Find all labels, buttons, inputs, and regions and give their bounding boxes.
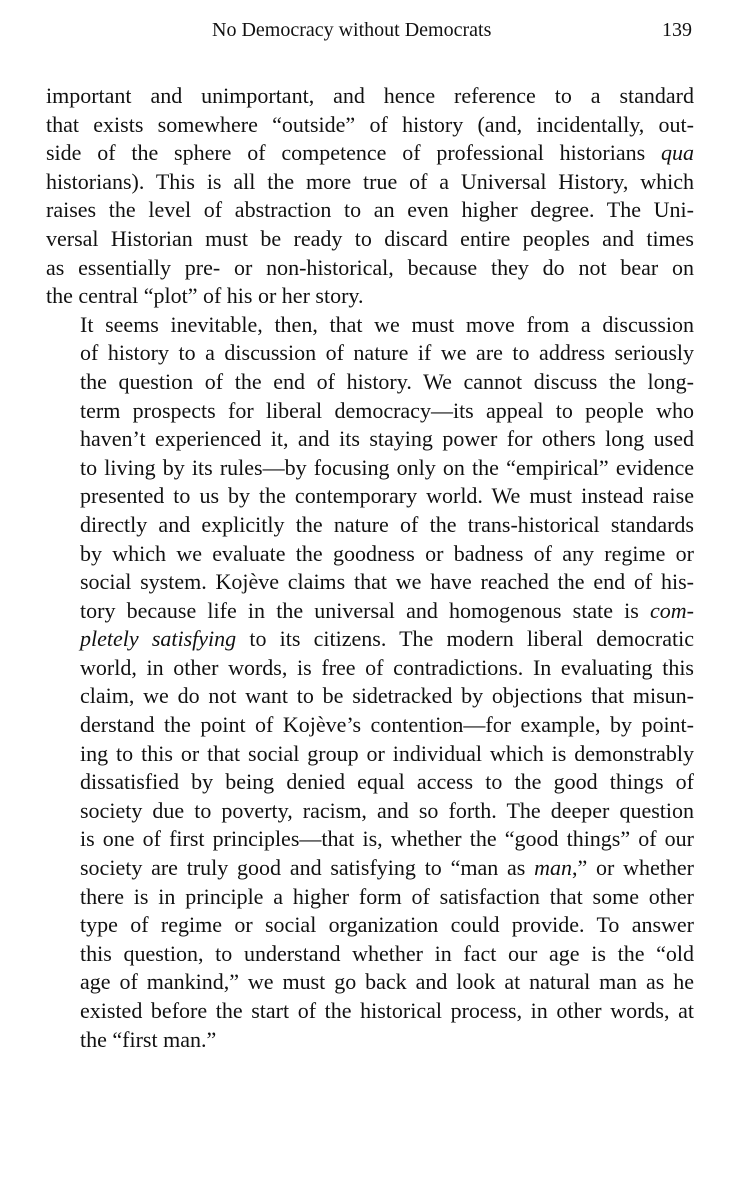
text-run: directly and explicitly the nature of the trans-historical standards bbox=[80, 511, 694, 537]
text-line bbox=[46, 797, 694, 826]
text-line bbox=[46, 339, 694, 368]
running-title: No Democracy without Democrats bbox=[212, 19, 492, 41]
text-run: existed before the start of the historical process, in other words, at bbox=[80, 998, 694, 1023]
text-run: versal Historian must be ready to discard entire peoples and times bbox=[46, 225, 694, 251]
text-run: world, in other words, is free of contradictions. In evaluating this bbox=[80, 654, 694, 680]
text-line bbox=[46, 911, 694, 940]
text-run: presented to us by the contemporary world. We must instead raise bbox=[80, 483, 694, 509]
text-line bbox=[46, 682, 694, 711]
text-line bbox=[46, 597, 694, 626]
text-run: to living by its rules—by focusing only on the “empirical” evidence bbox=[80, 454, 694, 480]
text-run: the central “plot” of his or her story. bbox=[46, 283, 364, 309]
text-run: that exists somewhere “outside” of history (and, incidentally, out- bbox=[46, 111, 694, 137]
text-run: dissatisfied by being denied equal access to the good things of bbox=[80, 769, 694, 795]
text-line bbox=[46, 968, 694, 997]
text-line bbox=[46, 883, 694, 912]
text-line bbox=[46, 482, 694, 511]
text-line bbox=[46, 1026, 694, 1055]
text-run: raises the level of abstraction to an even higher degree. The Uni- bbox=[46, 197, 694, 223]
text-line bbox=[46, 82, 694, 111]
text-run: is one of first principles—that is, whether the “good things” of our bbox=[80, 826, 694, 852]
text-run: historians). This is all the more true of a Universal History, which bbox=[46, 168, 694, 194]
text-run: side of the sphere of competence of professional historians bbox=[46, 140, 661, 166]
text-run: to its citizens. The modern liberal democratic bbox=[236, 626, 695, 652]
paragraph bbox=[46, 311, 694, 1054]
text-line bbox=[46, 854, 694, 883]
text-line bbox=[46, 196, 694, 225]
text-line bbox=[46, 511, 694, 540]
text-line bbox=[46, 768, 694, 797]
text-line bbox=[46, 311, 694, 340]
text-run: as essentially pre- or non-historical, because they do not bear on bbox=[46, 254, 694, 280]
text-line bbox=[46, 711, 694, 740]
italic-text: com- bbox=[650, 597, 694, 623]
text-line bbox=[46, 568, 694, 597]
text-line bbox=[46, 997, 694, 1026]
text-run: by which we evaluate the goodness or badness of any regime or bbox=[80, 540, 694, 566]
text-run: the “first man.” bbox=[80, 1026, 217, 1052]
text-run: age of mankind,” we must go back and look at natural man as he bbox=[80, 969, 694, 995]
text-run: this question, to understand whether in fact our age is the “old bbox=[80, 940, 694, 966]
italic-text: qua bbox=[661, 140, 694, 166]
text-line bbox=[46, 368, 694, 397]
text-run: haven’t experienced it, and its staying power for others long used bbox=[80, 426, 694, 452]
text-line bbox=[46, 139, 694, 168]
text-run: type of regime or social organization could provide. To answer bbox=[80, 912, 694, 938]
text-run: tory because life in the universal and homogenous state is bbox=[80, 597, 651, 623]
text-line bbox=[46, 397, 694, 426]
text-run: the question of the end of history. We cannot discuss the long- bbox=[80, 368, 694, 394]
text-line bbox=[46, 540, 694, 569]
text-line bbox=[46, 282, 694, 311]
page-number: 139 bbox=[662, 19, 692, 41]
text-run: derstand the point of Kojève’s contention—for example, by point- bbox=[80, 712, 694, 738]
text-line bbox=[46, 740, 694, 769]
text-line bbox=[46, 254, 694, 283]
text-line bbox=[46, 225, 694, 254]
text-line bbox=[46, 940, 694, 969]
italic-text: pletely satisfying bbox=[80, 626, 237, 652]
italic-text: man bbox=[534, 855, 572, 881]
text-line bbox=[46, 111, 694, 140]
text-run: ing to this or that social group or individual which is demonstrably bbox=[80, 740, 694, 766]
text-run: there is in principle a higher form of satisfaction that some other bbox=[80, 883, 694, 909]
text-line bbox=[46, 825, 694, 854]
text-run: term prospects for liberal democracy—its appeal to people who bbox=[80, 397, 694, 423]
body-text bbox=[46, 82, 694, 1054]
text-line bbox=[46, 625, 694, 654]
text-line bbox=[46, 654, 694, 683]
text-line bbox=[46, 168, 694, 197]
text-run: important and unimportant, and hence reference to a standard bbox=[46, 83, 694, 108]
text-run: society due to poverty, racism, and so forth. The deeper question bbox=[80, 797, 694, 823]
text-run: society are truly good and satisfying to “man as bbox=[80, 855, 535, 881]
text-line bbox=[46, 454, 694, 483]
paragraph bbox=[46, 82, 694, 311]
text-run: It seems inevitable, then, that we must move from a discussion bbox=[80, 311, 694, 337]
text-run: claim, we do not want to be sidetracked by objections that misun- bbox=[80, 683, 694, 709]
running-head bbox=[0, 12, 736, 48]
text-run: of history to a discussion of nature if we are to address seriously bbox=[80, 340, 694, 366]
text-run: ,” or whether bbox=[572, 855, 694, 881]
text-line bbox=[46, 425, 694, 454]
text-run: social system. Kojève claims that we have reached the end of his- bbox=[80, 569, 694, 595]
